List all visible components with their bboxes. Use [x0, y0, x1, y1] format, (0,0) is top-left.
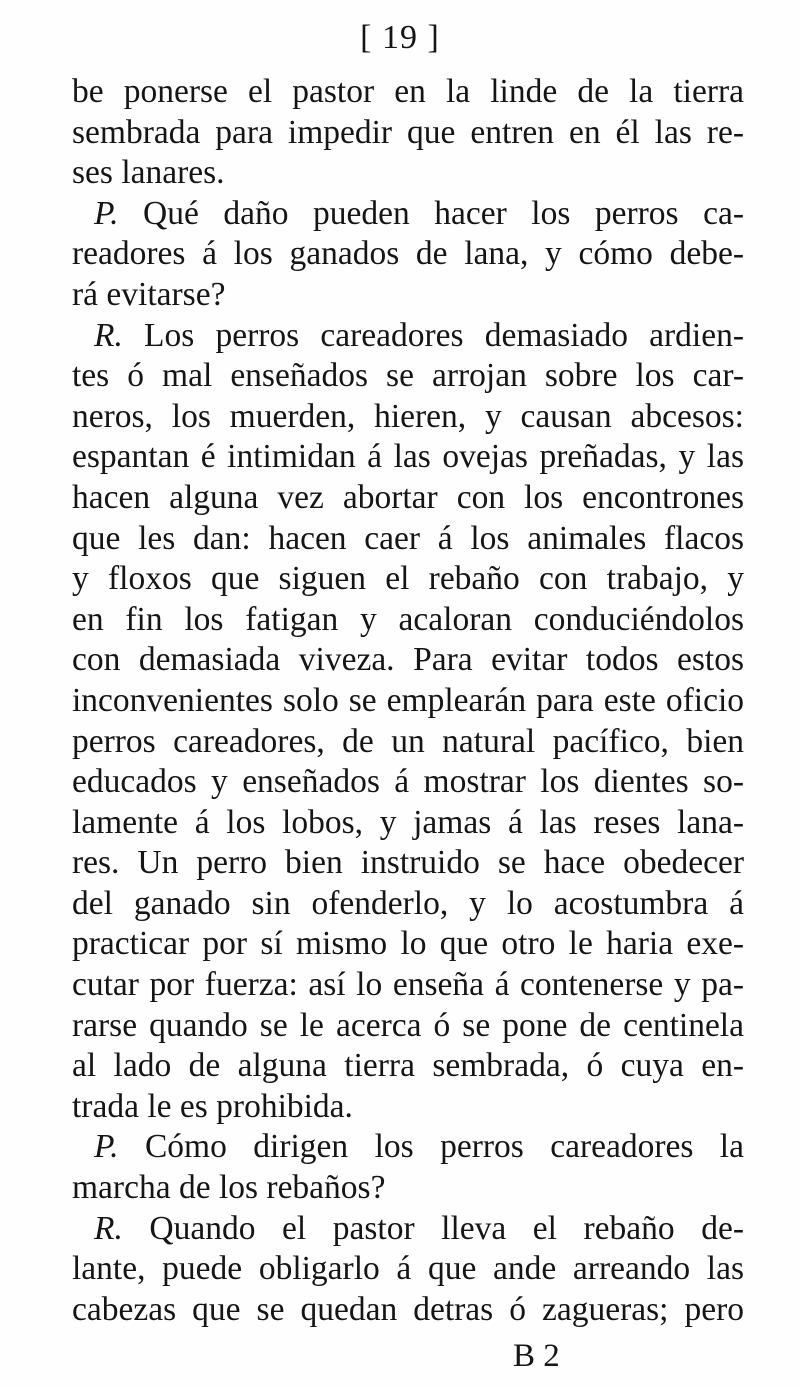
- text-line: en fin los fatigan y acaloran conduciéndolos: [72, 600, 744, 638]
- text-line: res. Un perro bien instruido se hace obedecer: [72, 844, 744, 882]
- signature-mark: B 2: [513, 1338, 560, 1374]
- body-text: [72, 72, 744, 1330]
- text-line: rá evitarse?: [72, 275, 226, 313]
- text-line: y floxos que siguen el rebaño con trabajo, y: [72, 560, 744, 598]
- text-line: practicar por sí mismo lo que otro le haria exe-: [72, 925, 744, 963]
- text-line: P. Qué daño pueden hacer los perros ca-: [94, 194, 744, 232]
- text-line: que les dan: hacen caer á los animales flacos: [72, 519, 744, 557]
- text-line: lante, puede obligarlo á que ande arreando las: [72, 1250, 744, 1288]
- text-line: trada le es prohibida.: [72, 1087, 353, 1125]
- text-line: al lado de alguna tierra sembrada, ó cuya en-: [72, 1047, 744, 1085]
- text-line: cabezas que se quedan detras ó zagueras; pero: [72, 1290, 744, 1328]
- text-line: inconvenientes solo se emplearán para este oficio: [72, 681, 744, 719]
- text-line: espantan é intimidan á las ovejas preñadas, y las: [72, 438, 744, 476]
- speaker-marker: R.: [94, 316, 123, 354]
- text-line: R. Quando el pastor lleva el rebaño de-: [94, 1209, 744, 1247]
- speaker-marker: P.: [94, 194, 119, 232]
- text-line: rarse quando se le acerca ó se pone de centinela: [72, 1006, 744, 1044]
- text-line: educados y enseñados á mostrar los dientes so-: [72, 763, 744, 801]
- text-line: be ponerse el pastor en la linde de la tierra: [72, 73, 744, 110]
- text-line: perros careadores, de un natural pacífico, bien: [72, 722, 744, 760]
- text-line: marcha de los rebaños?: [72, 1169, 386, 1207]
- text-line: readores á los ganados de lana, y cómo debe-: [72, 235, 744, 273]
- text-line: cutar por fuerza: así lo enseña á contenerse y pa-: [72, 966, 744, 1004]
- text-line: con demasiada viveza. Para evitar todos estos: [72, 641, 744, 679]
- text-line: sembrada para impedir que entren en él las re-: [72, 113, 744, 151]
- text-line: hacen alguna vez abortar con los encontrones: [72, 478, 744, 516]
- text-line: P. Cómo dirigen los perros careadores la: [94, 1128, 744, 1166]
- text-line: del ganado sin ofenderlo, y lo acostumbra á: [72, 884, 744, 922]
- page-number: [ 19 ]: [360, 19, 440, 56]
- speaker-marker: P.: [94, 1128, 119, 1166]
- text-line: lamente á los lobos, y jamas á las reses lana-: [72, 803, 744, 841]
- text-line: tes ó mal enseñados se arrojan sobre los car-: [72, 357, 744, 395]
- text-line: neros, los muerden, hieren, y causan abcesos:: [72, 397, 744, 435]
- text-line: R. Los perros careadores demasiado ardien-: [94, 316, 744, 354]
- text-line: ses lanares.: [72, 154, 225, 192]
- speaker-marker: R.: [94, 1209, 123, 1247]
